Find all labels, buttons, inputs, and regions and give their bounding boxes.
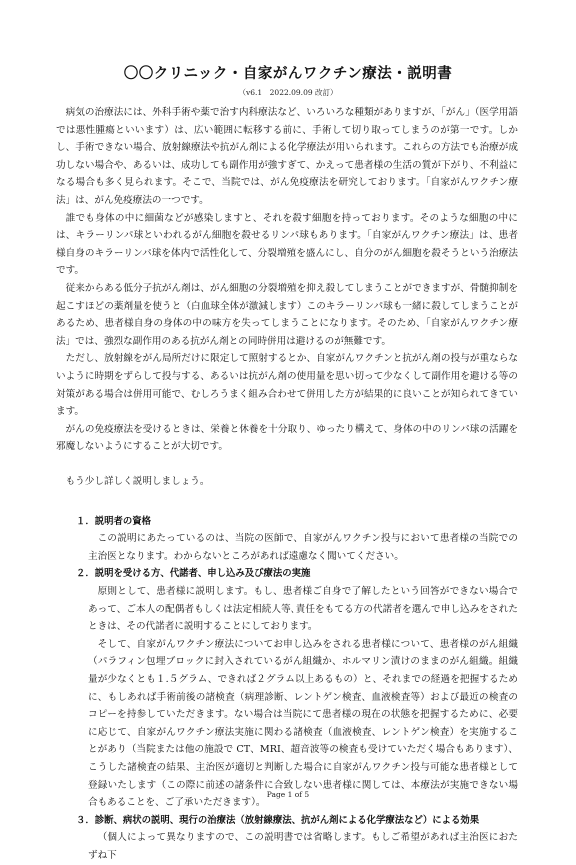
document-body xyxy=(56,104,518,865)
section-paragraph: 原則として、患者様に説明します。もし、患者様ご自身で了解したという回答ができない場合であって、ご本人の配偶者もしくは法定相続人等､責任をもてる方の代諾者を選んで申し込みをされたときは、その代諾者に説明することにしております。 xyxy=(88,586,518,633)
section-heading: ２．説明を受ける方、代諾者、申し込み及び療法の実施 xyxy=(76,568,311,580)
section-paragraph: （個人によって異なりますので、この説明書では省略します。もしご希望があれば主治医におたずね下 xyxy=(88,832,518,861)
page-title: 〇〇クリニック・自家がんワクチン療法・説明書 xyxy=(123,66,453,82)
lead-sentence: もう少し詳しく説明しましょう。 xyxy=(65,476,210,488)
version-note: （v6.1 2022.09.09 改訂） xyxy=(238,88,338,97)
section-heading: ３．診断、病状の説明、現行の治療法（放射線療法、抗がん剤による化学療法など）による効果 xyxy=(76,814,480,826)
intro-paragraph: がんの免疫療法を受けるときは、栄養と休養を十分取り、ゆったり構えて、身体の中のリンパ球の活躍を邪魔しないようにすることが大切です。 xyxy=(56,423,518,453)
intro-paragraph: 誰でも身体の中に細菌などが感染しますと、それを殺す細胞を持っております。そのような細胞の中には、キラーリンパ球といわれるがん細胞を殺せるリンパ球もあります。「自家がんワクチン療法」は、患者様自身のキラーリンパ球を体内で活性化して、分裂増殖を盛んにし、自分のがん細胞を殺そうという治療法です。 xyxy=(56,212,518,277)
section-paragraph: この説明にあたっているのは、当院の医師で、自家がんワクチン投与において患者様の当院での主治医となります。わからないところがあれば遠慮なく聞いてください。 xyxy=(88,533,518,562)
spacer xyxy=(56,456,518,474)
intro-paragraph: 従来からある低分子抗がん剤は、がん細胞の分裂増殖を抑え殺してしまうことができますが、骨髄抑制を起こすほどの薬剤量を使うと（白血球全体が激減します）このキラーリンパ球も一緒に殺してしまうことがあるため、患者様自身の身体の中の味方を失ってしまうことになります。そのため、「自家がんワクチン療法」では、強烈な副作用のある抗がん剤との同時併用は避けるのが無難です。 xyxy=(56,282,518,347)
section-heading: １．説明者の資格 xyxy=(76,515,152,527)
spacer xyxy=(56,491,518,509)
intro-paragraph: ただし、放射線をがん局所だけに限定して照射するとか、自家がんワクチンと抗がん剤の投与が重ならないように時期をずらして投与する、あるいは抗がん剤の使用量を思い切って少なくして副作用を避ける等の対策がある場合は併用可能で、むしろうまく組み合わせて併用した方が結果的に良いことが知られてきています。 xyxy=(56,353,518,418)
section-paragraph: そして、自家がんワクチン療法についてお申し込みをされる患者様について、患者様のがん組織（パラフィン包埋ブロックに封入されているがん組織か、ホルマリン漬けのままのがん組織。組織量が少なくとも１.５グラム、できれば２グラム以上あるもの）と、それまでの経過を把握するために、もしあれば手術前後の諸検査（病理診断、レントゲン検査、血液検査等）および最近の検査のコピーを持参していただきます。ない場合は当院にて患者様の現在の状態を把握するために、必要に応じて、自家がんワクチン療法実施に関わる諸検査（血液検査、レントゲン検査）を実施することがあり（当院または他の施設で CT、MRI、超音波等の検査も受けていただく場合もあります）、こうした諸検査の結果、主治医が適切と判断した場合に自家がんワクチン投与可能な患者様として登録いたします（この際に前述の諸条件に合致しない患者様に関しては、本療法が実施できない場合もあることを、ご了承いただきます）。 xyxy=(88,638,518,809)
intro-paragraph: 病気の治療法には、外科手術や薬で治す内科療法など、いろいろな種類がありますが、「がん」（医学用語では悪性腫瘍といいます）は、広い範囲に転移する前に、手術して切り取ってしまうのが第一です。しかし、手術できない場合、放射線療法や抗がん剤による化学療法が用いられます。これらの方法でも治療が成功しない場合や、あるいは、成功しても副作用が強すぎて、かえって患者様の生活の質が下がり、不利益になる場合も多く見られます。そこで、当院では、がん免疫療法を研究しております。「自家がんワクチン療法」は、がん免疫療法の一つです。 xyxy=(56,107,518,206)
page-footer: Page 1 of 5 xyxy=(266,790,310,799)
